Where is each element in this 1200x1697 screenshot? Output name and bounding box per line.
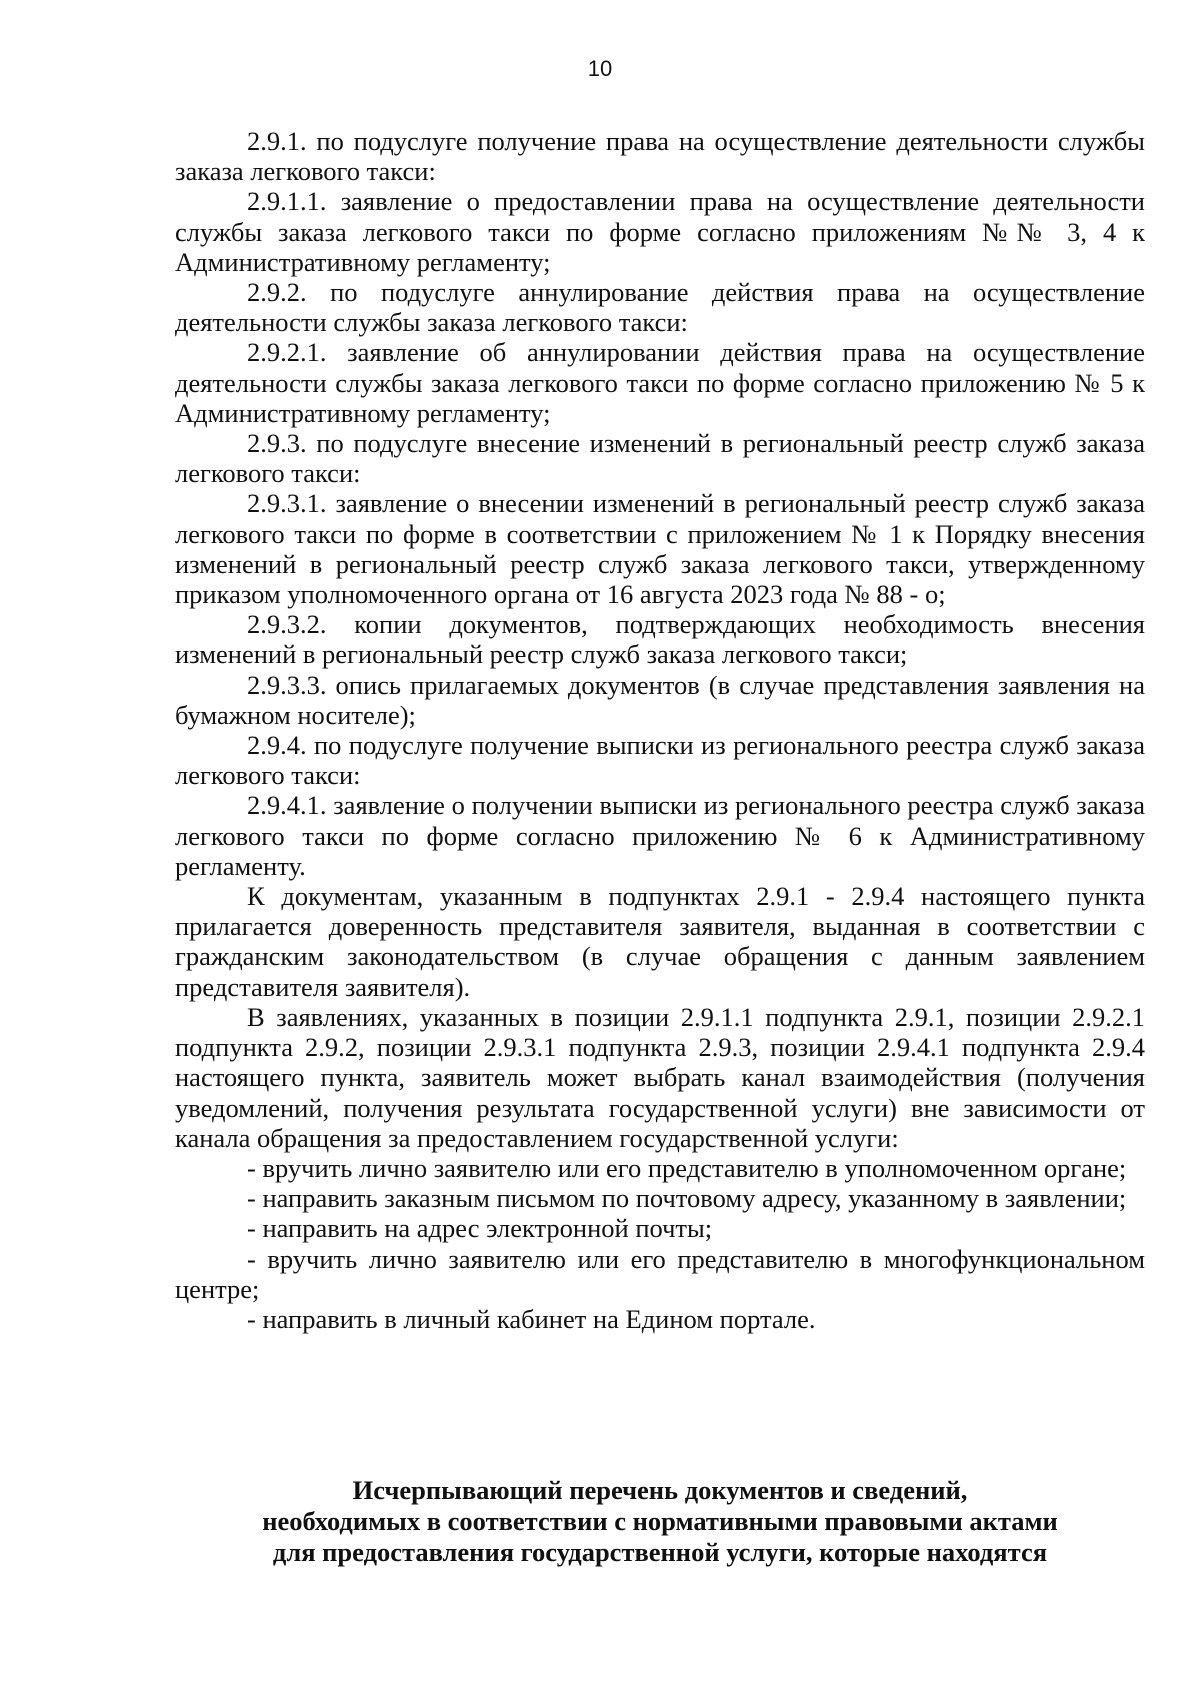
list-item-personal-account: - направить в личный кабинет на Едином портале. — [247, 1303, 816, 1334]
page-number: 10 — [587, 56, 613, 81]
paragraph-2-9-3: 2.9.3. по подуслуге внесение изменений в региональный реестр служб заказа легкового такси: — [175, 428, 1145, 489]
paragraph-2-9-3-3: 2.9.3.3. опись прилагаемых документов (в случае представления заявления на бумажном носителе); — [175, 669, 1145, 730]
paragraph-2-9-4-1: 2.9.4.1. заявление о получении выписки из регионального реестра служб заказа легкового такси по форме согласно приложению № 6 к Административному регламенту. — [175, 790, 1145, 881]
section-heading-line: для предоставления государственной услуги, которые находятся — [272, 1537, 1048, 1567]
paragraph-2-9-1-1: 2.9.1.1. заявление о предоставлении права на осуществление деятельности службы заказа легкового такси по форме согласно приложениям №№ 3, 4 к Административному регламенту; — [175, 186, 1145, 277]
paragraph-2-9-1: 2.9.1. по подуслуге получение права на осуществление деятельности службы заказа легкового такси: — [175, 126, 1145, 187]
list-item-email: - направить на адрес электронной почты; — [247, 1213, 713, 1244]
paragraph-2-9-3-1: 2.9.3.1. заявление о внесении изменений в региональный реестр служб заказа легкового такси по форме в соответствии с приложением № 1 к Порядку внесения изменений в региональный реестр служб заказа легкового такси, утвержденному приказом уполномоченного органа от 16 августа 2023 года № 88 - о; — [175, 488, 1145, 610]
paragraph-2-9-2-1: 2.9.2.1. заявление об аннулировании действия права на осуществление деятельности службы заказа легкового такси по форме согласно приложению № 5 к Административному регламенту; — [175, 337, 1145, 428]
paragraph-attorney: К документам, указанным в подпунктах 2.9.1 - 2.9.4 настоящего пункта прилагается доверенность представителя заявителя, выданная в соответствии с гражданским законодательством (в случае обращения с данным заявлением представителя заявителя). — [175, 881, 1145, 1002]
list-item-hand-in-mfc: - вручить лично заявителю или его представителю в многофункциональном центре; — [175, 1243, 1145, 1304]
section-heading-line: необходимых в соответствии с нормативными правовыми актами — [262, 1506, 1058, 1536]
document-body — [175, 126, 1145, 1334]
paragraph-2-9-4: 2.9.4. по подуслуге получение выписки из регионального реестра служб заказа легкового такси: — [175, 730, 1145, 791]
list-item-hand-in-authority: - вручить лично заявителю или его представителю в уполномоченном органе; — [247, 1152, 1127, 1183]
paragraph-2-9-3-2: 2.9.3.2. копии документов, подтверждающих необходимость внесения изменений в региональный реестр служб заказа легкового такси; — [175, 609, 1145, 670]
paragraph-channel-choice: В заявлениях, указанных в позиции 2.9.1.1 подпункта 2.9.1, позиции 2.9.2.1 подпункта 2.9.2, позиции 2.9.3.1 подпункта 2.9.3, позиции 2.9.4.1 подпункта 2.9.4 настоящего пункта, заявитель может выбрать канал взаимодействия (получения уведомлений, получения результата государственной услуги) вне зависимости от канала обращения за предоставлением государственной услуги: — [175, 1001, 1145, 1153]
section-heading — [175, 1475, 1145, 1568]
paragraph-2-9-2: 2.9.2. по подуслуге аннулирование действия права на осуществление деятельности службы заказа легкового такси: — [175, 277, 1145, 338]
section-heading-line: Исчерпывающий перечень документов и сведений, — [352, 1475, 968, 1505]
list-item-registered-mail: - направить заказным письмом по почтовому адресу, указанному в заявлении; — [247, 1183, 1127, 1214]
